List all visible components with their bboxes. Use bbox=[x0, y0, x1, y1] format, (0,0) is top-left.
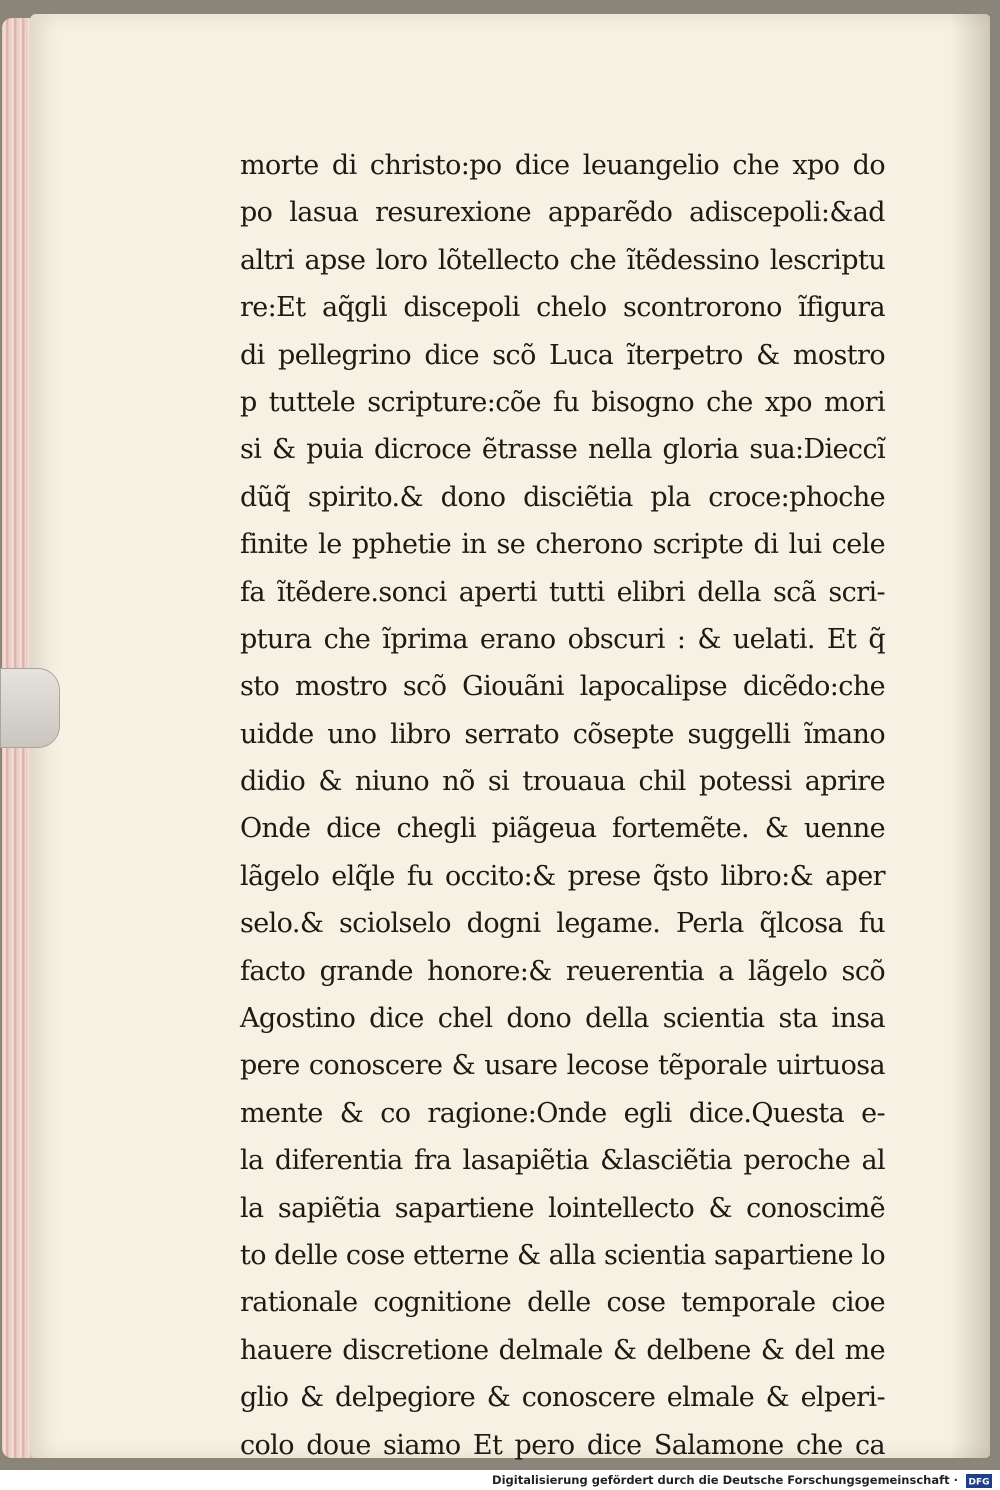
text-line: finite le pphetie in se cherono scripte di lui cele bbox=[240, 529, 885, 561]
text-line: ptura che ĩprima erano obscuri : & uelati. Et q̃ bbox=[240, 623, 885, 655]
page-clip bbox=[0, 668, 60, 748]
text-line: p tuttele scripture:cõe fu bisogno che xpo mori bbox=[240, 386, 885, 418]
text-line: to delle cose etterne & alla scientia sapartiene lo bbox=[240, 1239, 885, 1271]
text-block bbox=[240, 142, 885, 1469]
text-line: po lasua resurexione apparẽdo adiscepoli:&ad bbox=[240, 197, 885, 229]
text-line: morte di christo:po dice leuangelio che xpo do bbox=[240, 150, 885, 181]
dfg-logo bbox=[966, 1474, 992, 1488]
text-line: re:Et aq̃gli discepoli chelo scontrorono ĩfigura bbox=[240, 292, 885, 324]
page-fold-shadow bbox=[950, 14, 990, 1458]
dfg-logo-text: DFG bbox=[968, 1477, 990, 1487]
text-line: rationale cognitione delle cose temporale cioe bbox=[240, 1287, 885, 1319]
text-line: uidde uno libro serrato cõsepte suggelli ĩmano bbox=[240, 718, 885, 750]
text-line: Onde dice chegli piãgeua fortemẽte. & uenne bbox=[240, 813, 885, 845]
text-line: mente & co ragione:Onde egli dice.Questa e- bbox=[240, 1097, 885, 1129]
text-line: lãgelo elq̃le fu occito:& prese q̃sto libro:& aper bbox=[240, 860, 885, 892]
text-line: fa ĩtẽdere.sonci aperti tutti elibri della scã scri- bbox=[240, 576, 885, 608]
text-line: pere conoscere & usare lecose tẽporale uirtuosa bbox=[240, 1050, 885, 1082]
credit-text: Digitalisierung gefördert durch die Deutsche Forschungsgemeinschaft · bbox=[492, 1473, 958, 1487]
funding-credit bbox=[492, 1472, 992, 1488]
text-line: altri apse loro lõtellecto che ĩtẽdessino lescriptu bbox=[240, 244, 885, 276]
text-line: di pellegrino dice scõ Luca ĩterpetro & mostro bbox=[240, 339, 885, 371]
text-line: si & puia dicroce ẽtrasse nella gloria sua:Dieccĩ bbox=[240, 434, 885, 466]
text-line: colo doue siamo Et pero dice Salamone che ca bbox=[240, 1429, 885, 1461]
text-line: selo.& sciolselo dogni legame. Perla q̃lcosa fu bbox=[240, 908, 885, 940]
text-line: facto grande honore:& reuerentia a lãgelo scõ bbox=[240, 955, 885, 987]
text-line: didio & niuno nõ si trouaua chil potessi aprire bbox=[240, 766, 885, 798]
text-line: glio & delpegiore & conoscere elmale & elperi- bbox=[240, 1382, 885, 1414]
text-line: Agostino dice chel dono della scientia sta insa bbox=[240, 1003, 885, 1035]
text-line: hauere discretione delmale & delbene & del me bbox=[240, 1334, 885, 1366]
text-line: sto mostro scõ Giouãni lapocalipse dicẽdo:che bbox=[240, 671, 885, 703]
text-line: la diferentia fra lasapiẽtia &lasciẽtia peroche al bbox=[240, 1145, 885, 1177]
text-line: dũq̃ spirito.& dono disciẽtia pla croce:phoche bbox=[240, 481, 885, 513]
text-line: la sapiẽtia sapartiene lointellecto & conoscimẽ bbox=[240, 1192, 885, 1224]
